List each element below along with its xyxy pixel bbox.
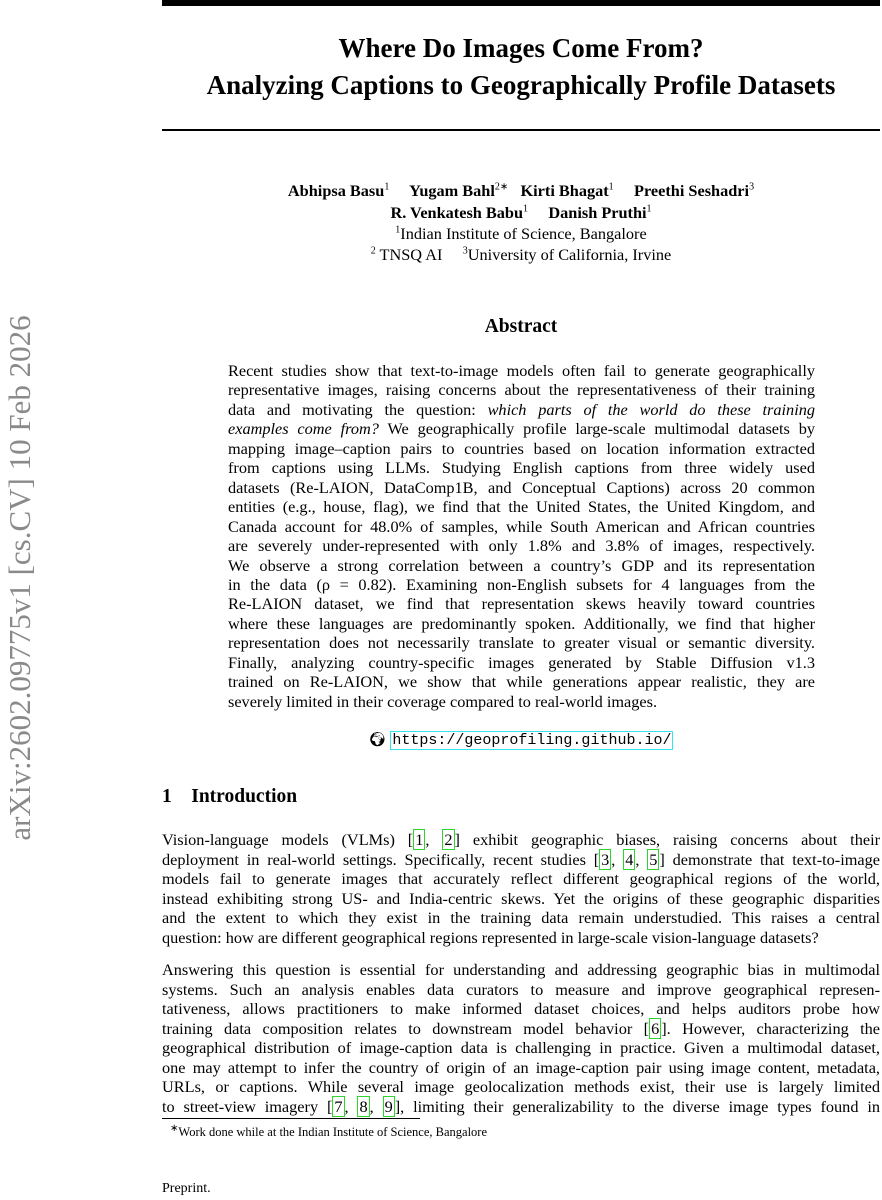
text-line: severely limited in their coverage compared to real-world images. xyxy=(228,691,658,711)
text-line: to street-view imagery [ 7 , 8 , 9 ], limiting their generalizability to the diverse image types found in xyxy=(162,1096,881,1116)
author-affiliation-mark: 2∗ xyxy=(494,181,509,193)
author: Danish Pruthi xyxy=(548,203,647,222)
footnote-rule xyxy=(162,1118,420,1119)
text-line: Canada account for 48.0% of samples, while South American and African countries xyxy=(228,516,815,536)
affiliation-mark: 3 xyxy=(462,245,468,257)
italic-question: examples come from? xyxy=(228,419,379,439)
author-affiliation-mark: 1 xyxy=(646,203,652,215)
text-line: models fail to generate images that accurately reflect different geographical regions of the world, xyxy=(162,869,880,888)
author: Yugam Bahl xyxy=(409,181,495,200)
text-line: data and motivating the question: which parts of the world do these training xyxy=(228,399,816,419)
paper-title-line-1: Where Do Images Come From? xyxy=(338,33,704,63)
italic-question: which parts of the world do these training xyxy=(487,399,816,419)
text-line: and the extent to which they exist in the training data remain understudied. This raises a central xyxy=(162,908,880,927)
affiliation-name: Indian Institute of Science, Bangalore xyxy=(400,224,647,243)
arxiv-identifier: arXiv:2602.09775v1 [cs.CV] 10 Feb 2026 xyxy=(2,315,37,841)
text-line: We observe a strong correlation between a country’s GDP and its representation xyxy=(228,555,815,575)
section-number: 1 xyxy=(162,786,172,807)
author-affiliation-mark: 1 xyxy=(384,181,390,193)
text-line: deployment in real-world settings. Specifically, recent studies [ 3 , 4 , 5 ] demonstrate that text-to-image xyxy=(162,849,880,869)
text-line: Recent studies show that text-to-image models often fail to generate geographically xyxy=(228,361,815,380)
text-line: geographical distribution of image-caption data is challenging in practice. Given a multimodal dataset, xyxy=(162,1038,880,1057)
text-line: are severely under-represented with only 1.8% and 3.8% of images, respectively. xyxy=(228,536,815,556)
abstract-heading: Abstract xyxy=(484,316,558,337)
citation-link[interactable]: 3 xyxy=(601,849,610,869)
text-line: instead exhibiting strong US- and India-centric skews. Yet the origins of these geographic disparities xyxy=(162,888,880,908)
text-line: training data composition relates to downstream model behavior [ 6 ]. However, characterizing the xyxy=(162,1018,880,1038)
section-title: Introduction xyxy=(191,786,298,807)
affiliation-mark: 1 xyxy=(395,224,401,236)
text-line: representation does not necessarily translate to greater visual or semantic diversity. xyxy=(228,633,815,653)
text-line: systems. Such an analysis enables data curators to measure and improve geographical represen- xyxy=(162,979,880,999)
affiliation-name: TNSQ AI xyxy=(375,245,443,264)
paper-title-line-2: Analyzing Captions to Geographically Profile Datasets xyxy=(206,70,836,100)
citation-link[interactable]: 4 xyxy=(625,849,634,869)
text-line: question: how are different geographical regions represented in large-scale vision-language datasets? xyxy=(162,927,819,947)
footnote-text: Work done while at the Indian Institute of Science, Bangalore xyxy=(178,1125,488,1140)
text-line: representative images, raising concerns about the representativeness of their training xyxy=(228,380,815,400)
text-line: one may attempt to infer the country of origin of an image-caption pair using image content, metadata, xyxy=(162,1057,880,1077)
top-rule xyxy=(162,0,880,6)
affiliation-2-3 xyxy=(162,245,880,265)
text-line: where these languages are predominantly spoken. Additionally, we find that higher xyxy=(228,613,815,633)
author-affiliation-mark: 1 xyxy=(608,181,614,193)
author-affiliation-mark: 3 xyxy=(749,181,755,193)
text-line: trained on Re-LAION, we show that while generations appear realistic, they are xyxy=(228,672,815,692)
title-rule xyxy=(162,129,880,131)
author: Preethi Seshadri xyxy=(634,181,750,200)
text-line: from captions using LLMs. Studying English captions from three widely used xyxy=(228,458,815,478)
author: Abhipsa Basu xyxy=(287,181,385,200)
text-line: in the data (ρ = 0.82). Examining non-English subsets for 4 languages from the xyxy=(228,574,815,594)
citation-link[interactable]: 6 xyxy=(651,1018,660,1038)
citation-link[interactable]: 2 xyxy=(444,830,453,849)
text-line: mapping image–caption pairs to countries based on location information extracted xyxy=(228,438,815,458)
author-affiliation-mark: 1 xyxy=(523,203,529,215)
affiliation-name: University of California, Irvine xyxy=(467,245,672,264)
citation-link[interactable]: 7 xyxy=(334,1096,343,1116)
affiliation-mark: 2 xyxy=(370,245,376,257)
text-line: Vision-language models (VLMs) [ 1 , 2 ] exhibit geographic biases, raising concerns about their xyxy=(162,830,881,849)
footer-preprint: Preprint. xyxy=(162,1181,211,1196)
text-line: URLs, or captions. While several image geolocalization methods exist, their use is largely limited xyxy=(162,1077,880,1096)
citation-link[interactable]: 8 xyxy=(359,1096,368,1116)
text-line: tativeness, allows practitioners to make informed dataset choices, and helps auditors probe how xyxy=(162,999,880,1018)
authors-line-1 xyxy=(162,181,880,201)
text-line: entities (e.g., house, flag), we find that the United States, the United Kingdom, and xyxy=(228,497,815,517)
project-link-row xyxy=(162,729,880,749)
author: R. Venkatesh Babu xyxy=(390,203,524,222)
text-line: examples come from? We geographically profile large-scale multimodal datasets by xyxy=(228,419,815,439)
text-line: Re-LAION dataset, we find that representation skews heavily toward countries xyxy=(228,594,815,614)
citation-link[interactable]: 5 xyxy=(649,849,658,869)
text-line: Answering this question is essential for understanding and addressing geographic bias in multimodal xyxy=(162,960,880,979)
affiliation-1 xyxy=(162,224,880,244)
author: Kirti Bhagat xyxy=(520,181,609,200)
citation-link[interactable]: 9 xyxy=(384,1096,393,1116)
footnote xyxy=(170,1123,487,1140)
globe-icon: 🌍︎ xyxy=(368,733,387,748)
section-heading-introduction xyxy=(162,786,297,808)
text-line: Finally, analyzing country-specific images generated by Stable Diffusion v1.3 xyxy=(228,652,815,672)
footnote-mark: ∗ xyxy=(170,1123,179,1134)
authors-line-2 xyxy=(162,203,880,223)
text-line: datasets (Re-LAION, DataComp1B, and Conceptual Captions) across 20 common xyxy=(228,477,815,497)
citation-link[interactable]: 1 xyxy=(415,830,424,849)
project-link[interactable]: https://geoprofiling.github.io/ xyxy=(392,732,672,749)
